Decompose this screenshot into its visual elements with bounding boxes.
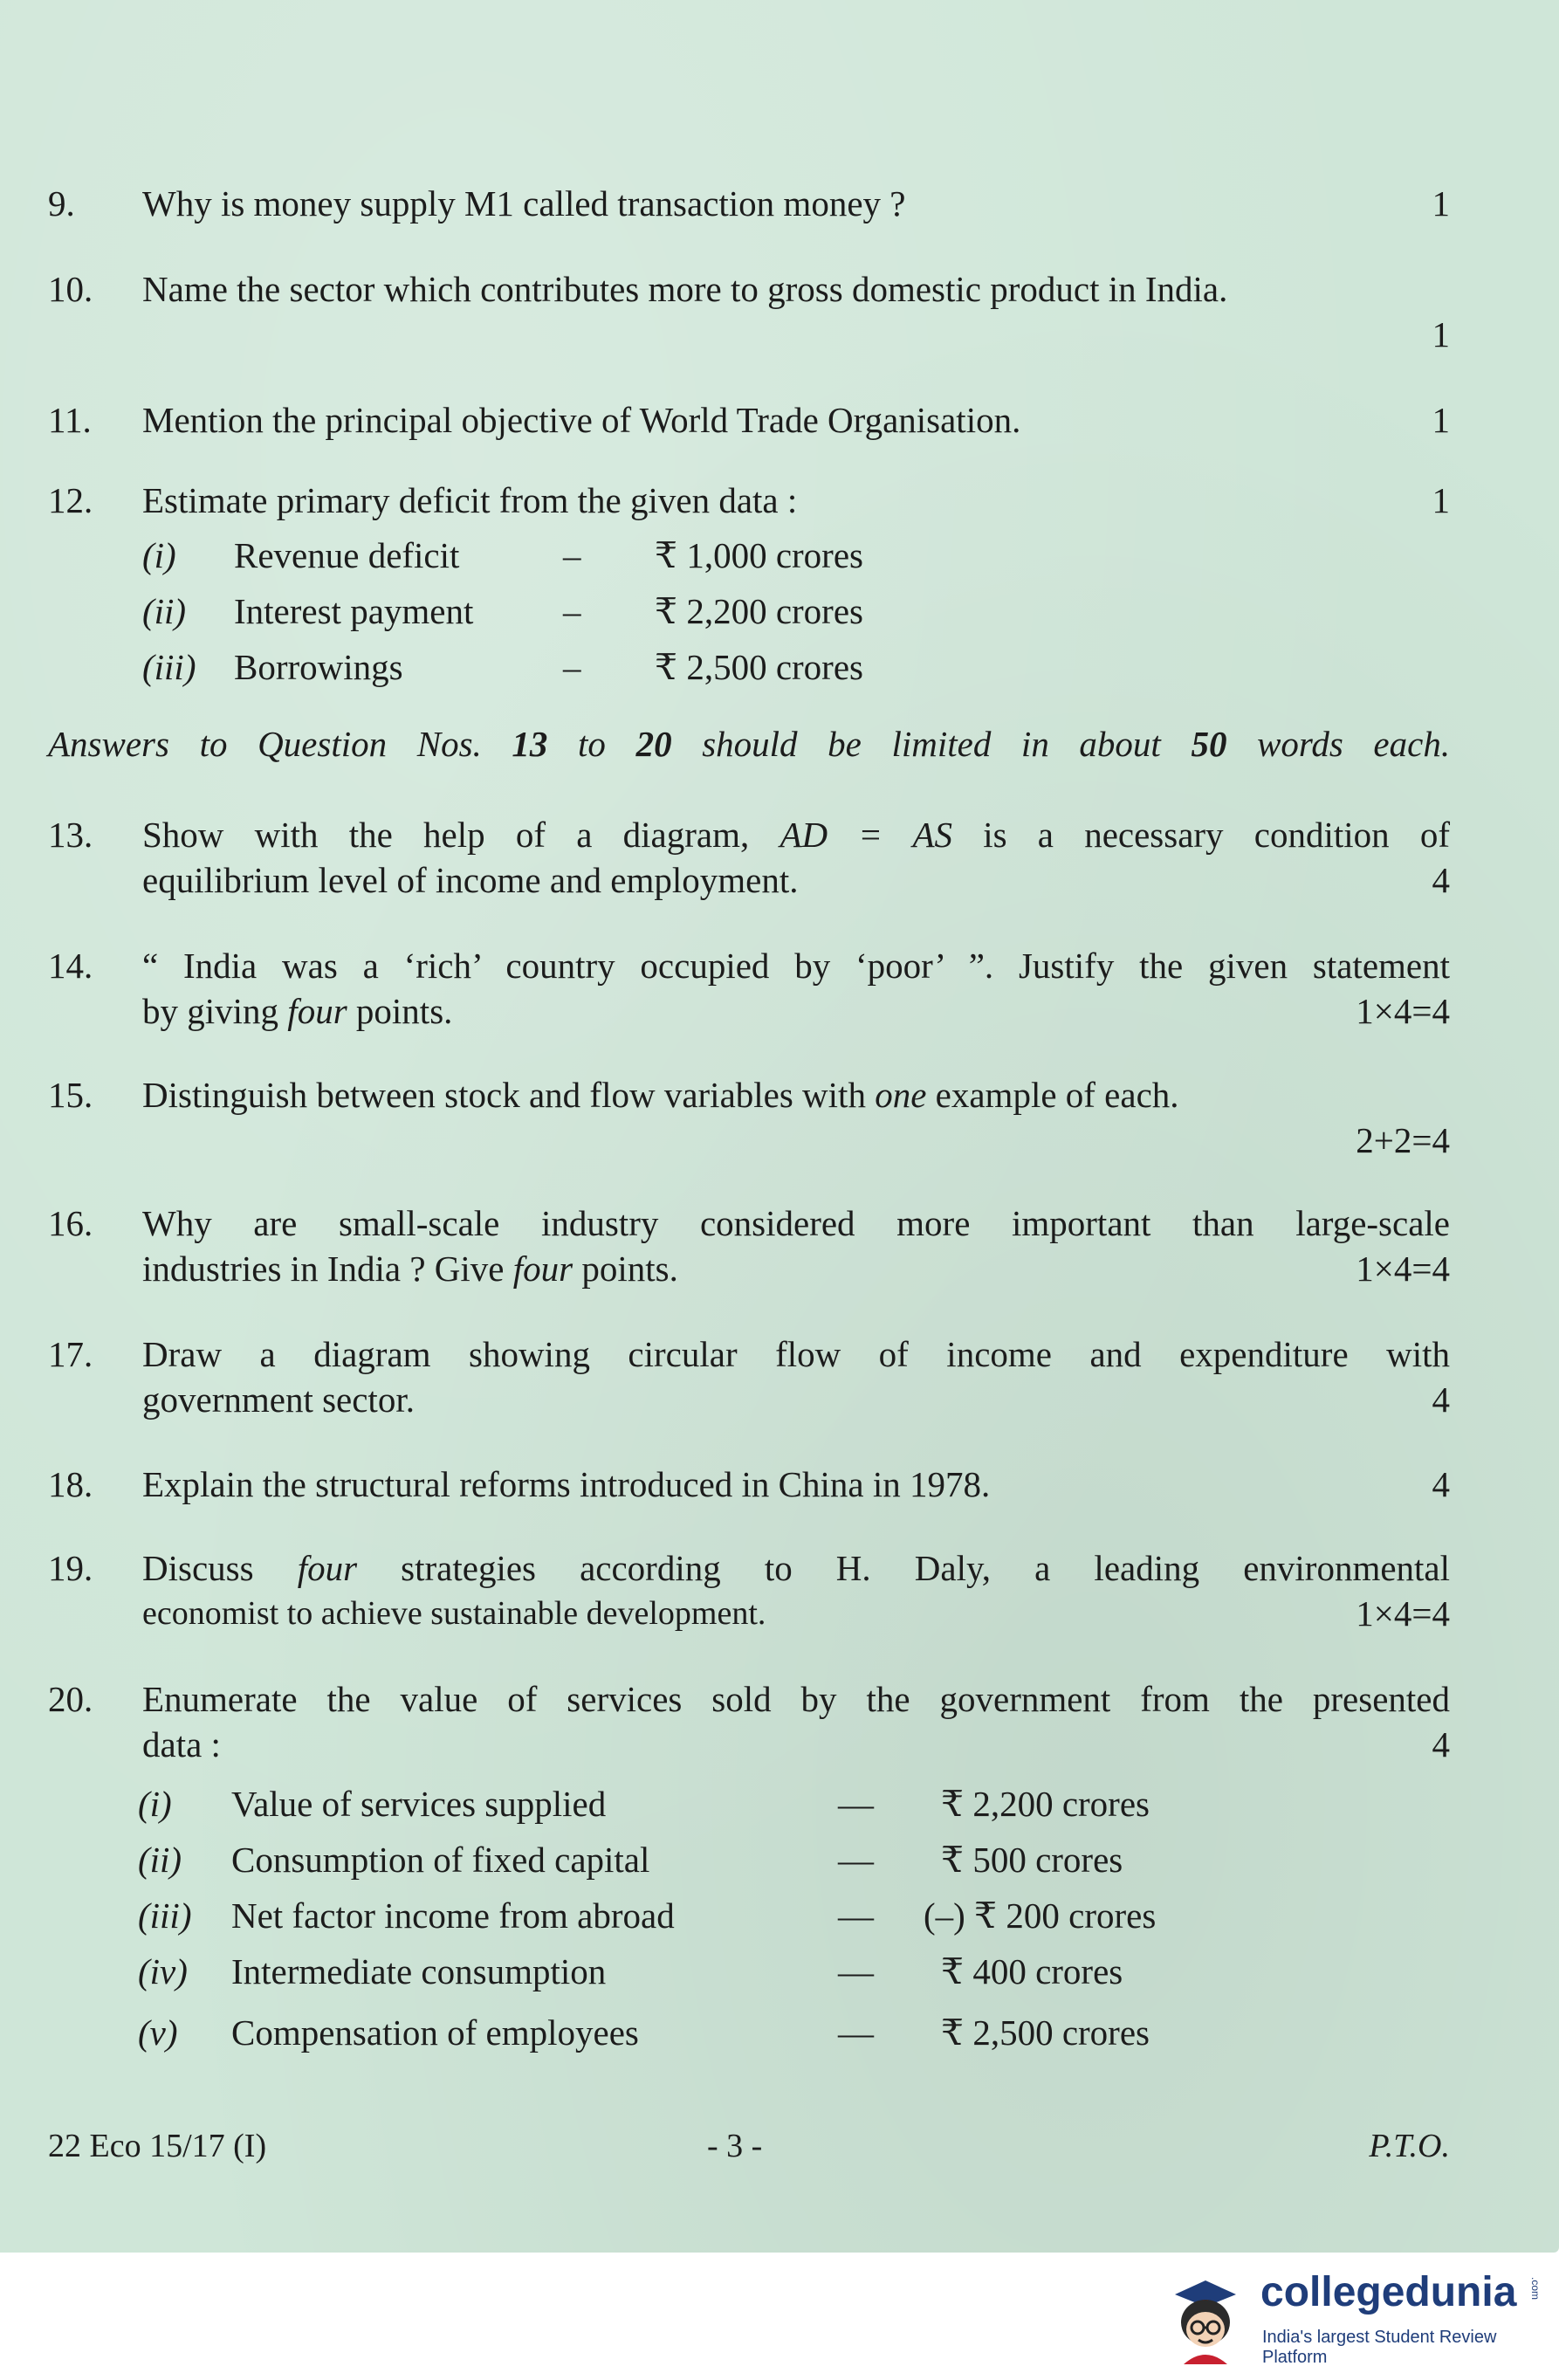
item-dash: — — [838, 1784, 874, 1824]
item-value: ₹ 2,500 crores — [655, 647, 863, 687]
item-label: Interest payment — [234, 591, 474, 631]
question-text: Why is money supply M1 called transaction money ? — [142, 183, 906, 224]
item-value: ₹ 2,200 crores — [655, 591, 863, 631]
item-dash: – — [563, 591, 581, 631]
question-marks: 4 — [1432, 1724, 1450, 1764]
text: is a necessary condition of — [983, 815, 1451, 855]
item-label: Revenue deficit — [234, 535, 460, 575]
question-line-2 — [142, 988, 1450, 1034]
instruction-text: to — [578, 724, 606, 764]
question-marks: 1 — [1432, 400, 1450, 440]
question-line-2: government sector. — [142, 1379, 415, 1420]
text: example of each. — [935, 1075, 1179, 1115]
section-instruction — [48, 721, 1450, 767]
logo-tagline: India's largest Student Review Platform — [1262, 2328, 1497, 2367]
item-value: ₹ 400 crores — [941, 1951, 1123, 1991]
question-10 — [0, 266, 1559, 357]
question-line-1: Draw a diagram showing circular flow of income and expenditure with — [142, 1334, 1450, 1374]
question-line-1: Why are small-scale industry considered more important than large-scale — [142, 1203, 1450, 1243]
question-line-2: economist to achieve sustainable development. — [142, 1595, 766, 1632]
text: points. — [581, 1248, 678, 1289]
question-13 — [0, 812, 1559, 903]
item-value: ₹ 2,200 crores — [941, 1784, 1150, 1824]
text: Show with the help of a diagram, — [142, 815, 750, 855]
question-text: Estimate primary deficit from the given data : — [142, 480, 798, 520]
emphasis: four — [287, 991, 347, 1031]
text: by giving — [142, 991, 279, 1031]
item-dash: – — [563, 647, 581, 687]
equation: AD = AS — [780, 815, 952, 855]
question-marks: 1×4=4 — [1356, 1593, 1450, 1634]
text: points. — [355, 991, 453, 1031]
logo-dotcom: .com — [1529, 2277, 1542, 2301]
item-value: ₹ 2,500 crores — [941, 2012, 1150, 2053]
question-marks: 1×4=4 — [1356, 991, 1450, 1031]
question-line-1: Enumerate the value of services sold by the government from the presented — [142, 1679, 1450, 1719]
item-dash: — — [838, 1840, 874, 1880]
instruction-word-count: 50 — [1191, 724, 1227, 764]
logo-name: collegedunia — [1260, 2269, 1517, 2315]
question-number: 16. — [48, 1203, 93, 1243]
paper-code: 22 Eco 15/17 (I) — [48, 2128, 267, 2164]
text: industries in India ? Give — [142, 1248, 505, 1289]
item-roman: (i) — [142, 535, 176, 575]
item-label: Borrowings — [234, 647, 403, 687]
page-number: - 3 - — [707, 2128, 763, 2164]
item-dash: – — [563, 535, 581, 575]
item-label: Compensation of employees — [231, 2012, 639, 2053]
collegedunia-logo[interactable] — [1157, 2261, 1542, 2366]
item-roman: (iii) — [138, 1895, 192, 1936]
item-roman: (ii) — [138, 1840, 182, 1880]
instruction-text: Answers to Question Nos. — [48, 724, 482, 764]
question-number: 13. — [48, 815, 93, 855]
item-label: Intermediate consumption — [231, 1951, 607, 1991]
question-line-1 — [142, 1545, 1450, 1591]
question-number: 14. — [48, 946, 93, 986]
item-value: ₹ 500 crores — [941, 1840, 1123, 1880]
instruction-text: words each. — [1257, 724, 1451, 764]
question-marks: 4 — [1432, 1379, 1450, 1420]
question-number: 20. — [48, 1679, 93, 1719]
item-roman: (iii) — [142, 647, 196, 687]
question-marks: 1 — [1432, 183, 1450, 224]
question-number: 11. — [48, 400, 92, 440]
question-number: 15. — [48, 1075, 93, 1115]
item-roman: (v) — [138, 2012, 178, 2053]
question-line-2: data : — [142, 1724, 221, 1764]
item-dash: — — [838, 1895, 874, 1936]
question-text: Explain the structural reforms introduced in China in 1978. — [142, 1464, 991, 1504]
question-number: 9. — [48, 183, 75, 224]
question-number: 19. — [48, 1548, 93, 1588]
question-text: Mention the principal objective of World Trade Organisation. — [142, 400, 1021, 440]
question-line-2 — [142, 1246, 1450, 1291]
pto-label: P.T.O. — [1369, 2128, 1450, 2164]
item-value: (–) ₹ 200 crores — [924, 1895, 1157, 1936]
item-roman: (iv) — [138, 1951, 188, 1991]
question-number: 10. — [48, 269, 93, 309]
item-label: Net factor income from abroad — [231, 1895, 675, 1936]
emphasis: one — [875, 1075, 927, 1115]
question-text: Name the sector which contributes more to gross domestic product in India. — [142, 269, 1228, 309]
item-dash: — — [838, 2012, 874, 2053]
question-line-1: “ India was a ‘rich’ country occupied by ‘poor’ ”. Justify the given statement — [142, 946, 1450, 986]
question-15 — [0, 1072, 1559, 1163]
question-marks: 4 — [1432, 1464, 1450, 1504]
item-dash: — — [838, 1951, 874, 1991]
item-label: Value of services supplied — [231, 1784, 607, 1824]
instruction-end: 20 — [635, 724, 672, 764]
question-number: 18. — [48, 1464, 93, 1504]
question-marks: 1 — [1432, 314, 1450, 354]
item-roman: (i) — [138, 1784, 172, 1824]
text: Discuss — [142, 1548, 254, 1588]
question-line-2: equilibrium level of income and employment. — [142, 860, 799, 900]
question-marks: 2+2=4 — [1356, 1120, 1450, 1160]
question-14 — [0, 943, 1559, 1034]
question-marks: 1 — [1432, 480, 1450, 520]
emphasis: four — [297, 1548, 358, 1588]
item-value: ₹ 1,000 crores — [655, 535, 863, 575]
question-marks: 1×4=4 — [1356, 1248, 1450, 1289]
question-16 — [0, 1200, 1559, 1291]
instruction-start: 13 — [512, 724, 548, 764]
mascot-icon — [1157, 2261, 1253, 2366]
question-17 — [0, 1331, 1559, 1422]
question-line-1 — [142, 812, 1450, 857]
item-label: Consumption of fixed capital — [231, 1840, 650, 1880]
question-19 — [0, 1545, 1559, 1636]
question-number: 12. — [48, 480, 93, 520]
question-line-1 — [142, 1072, 1450, 1118]
question-marks: 4 — [1432, 860, 1450, 900]
text: strategies according to H. Daly, a leading environmental — [401, 1548, 1451, 1588]
instruction-text: should be limited in about — [702, 724, 1161, 764]
question-number: 17. — [48, 1334, 93, 1374]
emphasis: four — [512, 1248, 573, 1289]
question-20 — [0, 1676, 1559, 1767]
text: Distinguish between stock and flow variables with — [142, 1075, 866, 1115]
item-roman: (ii) — [142, 591, 187, 631]
